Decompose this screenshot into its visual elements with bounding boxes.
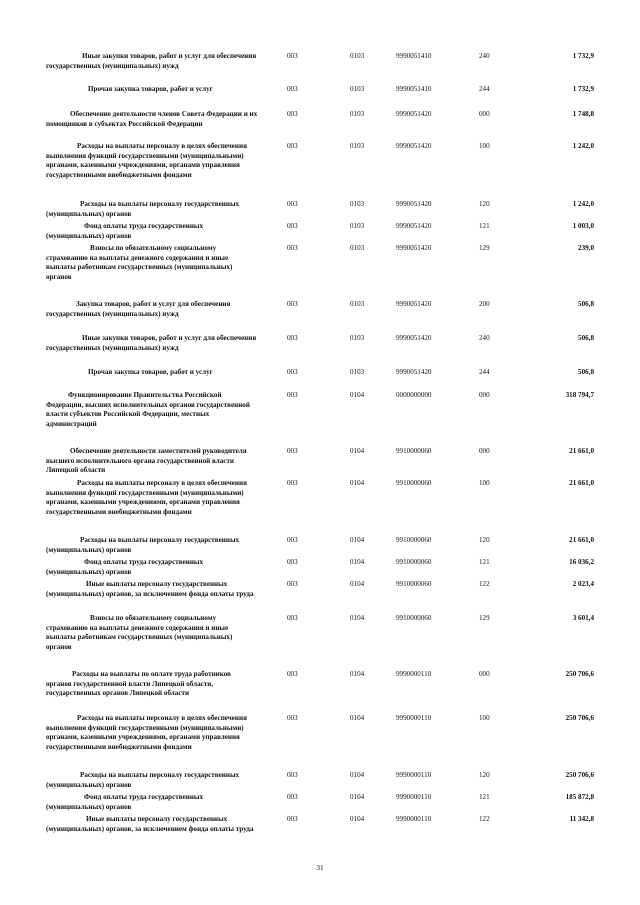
- cell-rz: 0104: [350, 793, 365, 801]
- cell-gr: 003: [287, 85, 298, 93]
- cell-gr: 003: [287, 771, 298, 779]
- cell-vr: 122: [479, 580, 490, 588]
- cell-vr: 100: [479, 714, 490, 722]
- cell-gr: 003: [287, 447, 298, 455]
- cell-sum: 506,8: [578, 300, 594, 308]
- cell-gr: 003: [287, 670, 298, 678]
- cell-csr: 9990051420: [396, 200, 432, 208]
- cell-vr: 121: [479, 793, 490, 801]
- cell-vr: 120: [479, 536, 490, 544]
- cell-sum: 250 706,6: [565, 771, 594, 779]
- cell-rz: 0104: [350, 580, 365, 588]
- cell-sum: 2 023,4: [572, 580, 594, 588]
- cell-rz: 0103: [350, 244, 365, 252]
- row-name: Взносы по обязательному социальному страхованию на выплаты денежного содержания и иные выплаты работникам государственных (муниципальных) органов: [46, 614, 233, 651]
- cell-csr: 9910000060: [396, 479, 432, 487]
- cell-vr: 240: [479, 52, 490, 60]
- cell-vr: 240: [479, 334, 490, 342]
- cell-csr: 9990051410: [396, 52, 432, 60]
- cell-vr: 000: [479, 110, 490, 118]
- cell-csr: 9990000110: [396, 714, 432, 722]
- cell-sum: 1 732,9: [572, 85, 594, 93]
- row-name: Взносы по обязательному социальному страхованию на выплаты денежного содержания и иные выплаты работникам государственных (муниципальных) органов: [46, 244, 233, 281]
- row-name: Расходы на выплаты персоналу государственных (муниципальных) органов: [46, 536, 240, 554]
- cell-sum: 1 748,8: [572, 110, 594, 118]
- cell-vr: 000: [479, 447, 490, 455]
- cell-sum: 3 601,4: [572, 614, 594, 622]
- cell-rz: 0104: [350, 670, 365, 678]
- cell-gr: 003: [287, 558, 298, 566]
- cell-csr: 9910000060: [396, 536, 432, 544]
- cell-sum: 1 242,0: [572, 200, 594, 208]
- row-name: Закупка товаров, работ и услуг для обеспечения государственных (муниципальных) нужд: [46, 300, 231, 318]
- cell-sum: 506,8: [578, 368, 594, 376]
- cell-csr: 9990000110: [396, 793, 432, 801]
- cell-gr: 003: [287, 334, 298, 342]
- row-name: Фонд оплаты труда государственных (муниципальных) органов: [46, 558, 203, 576]
- cell-rz: 0103: [350, 334, 365, 342]
- cell-sum: 11 342,8: [569, 815, 594, 823]
- cell-rz: 0104: [350, 536, 365, 544]
- cell-rz: 0104: [350, 391, 365, 399]
- cell-sum: 1 003,0: [572, 222, 594, 230]
- cell-csr: 9990000110: [396, 815, 432, 823]
- cell-rz: 0103: [350, 300, 365, 308]
- cell-vr: 129: [479, 244, 490, 252]
- row-name: Функционирование Правительства Российской Федерации, высших исполнительных органов государственной власти субъектов Российской Федерации, местных администраций: [46, 391, 250, 428]
- cell-csr: 0000000000: [396, 391, 432, 399]
- cell-csr: 9910000060: [396, 614, 432, 622]
- cell-vr: 000: [479, 670, 490, 678]
- cell-vr: 121: [479, 222, 490, 230]
- cell-csr: 9910000060: [396, 558, 432, 566]
- cell-csr: 9990051420: [396, 244, 432, 252]
- cell-csr: 9990051420: [396, 368, 432, 376]
- cell-rz: 0104: [350, 614, 365, 622]
- cell-rz: 0103: [350, 368, 365, 376]
- cell-gr: 003: [287, 479, 298, 487]
- row-name: Расходы на выплаты персоналу государственных (муниципальных) органов: [46, 200, 240, 218]
- cell-gr: 003: [287, 580, 298, 588]
- row-name: Обеспечение деятельности членов Совета Федерации и их помощников в субъектах Российской Федерации: [46, 110, 258, 128]
- cell-sum: 21 661,0: [569, 536, 594, 544]
- cell-vr: 100: [479, 142, 490, 150]
- cell-vr: 129: [479, 614, 490, 622]
- row-name: Иные выплаты персоналу государственных (муниципальных) органов, за исключением фонда оплаты труда: [46, 815, 254, 833]
- cell-gr: 003: [287, 142, 298, 150]
- cell-csr: 9910000060: [396, 580, 432, 588]
- cell-csr: 9990051420: [396, 334, 432, 342]
- cell-sum: 250 706,6: [565, 714, 594, 722]
- cell-gr: 003: [287, 815, 298, 823]
- cell-sum: 16 036,2: [569, 558, 594, 566]
- row-name: Иные закупки товаров, работ и услуг для обеспечения государственных (муниципальных) нужд: [46, 334, 257, 352]
- cell-csr: 9990051420: [396, 142, 432, 150]
- cell-rz: 0104: [350, 771, 365, 779]
- page-number: 31: [316, 863, 324, 872]
- cell-vr: 200: [479, 300, 490, 308]
- cell-gr: 003: [287, 391, 298, 399]
- cell-sum: 239,0: [578, 244, 594, 252]
- cell-csr: 9990051410: [396, 85, 432, 93]
- cell-rz: 0104: [350, 479, 365, 487]
- cell-sum: 21 661,0: [569, 479, 594, 487]
- cell-rz: 0103: [350, 142, 365, 150]
- cell-vr: 122: [479, 815, 490, 823]
- cell-gr: 003: [287, 222, 298, 230]
- cell-csr: 9910000060: [396, 447, 432, 455]
- cell-sum: 1 732,9: [572, 52, 594, 60]
- cell-rz: 0104: [350, 714, 365, 722]
- cell-vr: 244: [479, 368, 490, 376]
- cell-vr: 120: [479, 200, 490, 208]
- row-name: Расходы на выплаты персоналу в целях обеспечения выполнения функций государственными (муниципальными) органами, казенными учреждениями, органами управления государственными внебюджетными фондами: [46, 714, 247, 751]
- cell-sum: 185 872,8: [565, 793, 594, 801]
- cell-gr: 003: [287, 200, 298, 208]
- row-name: Расходы на выплаты персоналу государственных (муниципальных) органов: [46, 771, 240, 789]
- row-name: Прочая закупка товаров, работ и услуг: [88, 85, 213, 93]
- cell-rz: 0104: [350, 815, 365, 823]
- cell-gr: 003: [287, 300, 298, 308]
- row-name: Расходы на выплаты персоналу в целях обеспечения выполнения функций государственными (муниципальными) органами, казенными учреждениями, органами управления государственными внебюджетными фондами: [46, 479, 247, 516]
- cell-vr: 120: [479, 771, 490, 779]
- row-name: Иные выплаты персоналу государственных (муниципальных) органов, за исключением фонда оплаты труда: [46, 580, 254, 598]
- cell-gr: 003: [287, 793, 298, 801]
- cell-sum: 21 661,0: [569, 447, 594, 455]
- row-name: Расходы на выплаты персоналу в целях обеспечения выполнения функций государственными (муниципальными) органами, казенными учреждениями, органами управления государственными внебюджетными фондами: [46, 142, 247, 179]
- cell-csr: 9990051420: [396, 222, 432, 230]
- cell-vr: 100: [479, 479, 490, 487]
- cell-gr: 003: [287, 714, 298, 722]
- cell-vr: 244: [479, 85, 490, 93]
- cell-rz: 0104: [350, 447, 365, 455]
- row-name: Прочая закупка товаров, работ и услуг: [88, 368, 213, 376]
- row-name: Обеспечение деятельности заместителей руководителя высшего исполнительного органа государственной власти Липецкой области: [46, 447, 247, 475]
- cell-gr: 003: [287, 536, 298, 544]
- cell-rz: 0103: [350, 85, 365, 93]
- row-name: Иные закупки товаров, работ и услуг для обеспечения государственных (муниципальных) нужд: [46, 52, 257, 70]
- cell-sum: 506,8: [578, 334, 594, 342]
- cell-gr: 003: [287, 52, 298, 60]
- cell-rz: 0103: [350, 110, 365, 118]
- cell-gr: 003: [287, 368, 298, 376]
- cell-rz: 0103: [350, 222, 365, 230]
- row-name: Фонд оплаты труда государственных (муниципальных) органов: [46, 793, 203, 811]
- row-name: Расходы на выплаты по оплате труда работников органов государственной власти Липецкой области, государственных органов Липецкой области: [46, 670, 231, 698]
- cell-sum: 318 794,7: [565, 391, 594, 399]
- cell-csr: 9990000110: [396, 670, 432, 678]
- cell-csr: 9990051420: [396, 300, 432, 308]
- cell-gr: 003: [287, 614, 298, 622]
- cell-vr: 000: [479, 391, 490, 399]
- cell-sum: 1 242,0: [572, 142, 594, 150]
- cell-csr: 9990000110: [396, 771, 432, 779]
- cell-vr: 121: [479, 558, 490, 566]
- cell-rz: 0103: [350, 200, 365, 208]
- cell-gr: 003: [287, 244, 298, 252]
- cell-rz: 0103: [350, 52, 365, 60]
- cell-rz: 0104: [350, 558, 365, 566]
- cell-csr: 9990051420: [396, 110, 432, 118]
- row-name: Фонд оплаты труда государственных (муниципальных) органов: [46, 222, 203, 240]
- cell-sum: 250 706,6: [565, 670, 594, 678]
- cell-gr: 003: [287, 110, 298, 118]
